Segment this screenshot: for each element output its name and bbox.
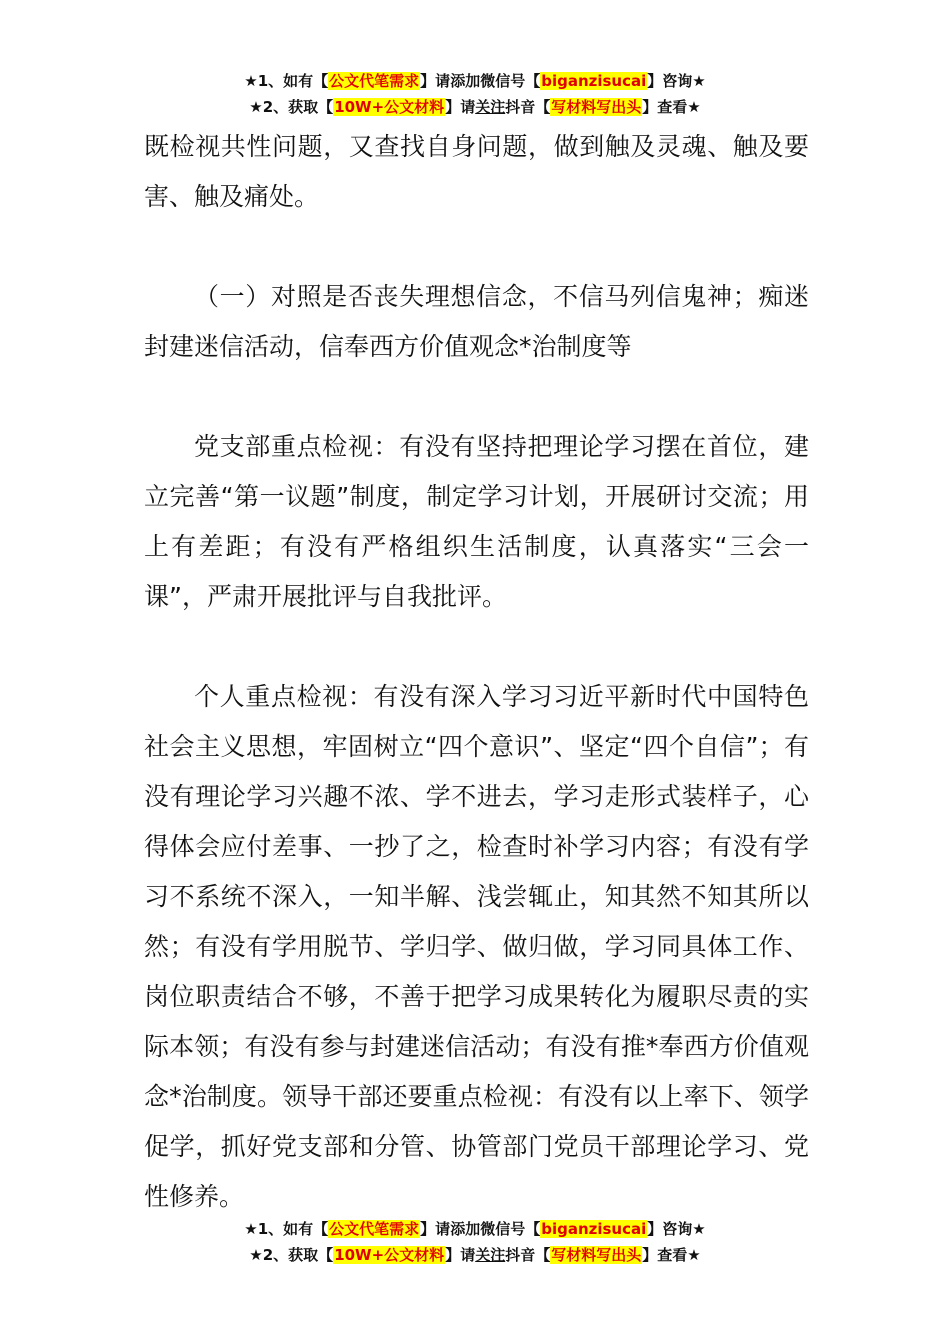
banner-text: 抖音【 [505,1246,551,1264]
wechat-id: biganzisucai [541,1220,647,1238]
banner-text: 】请 [420,1220,451,1238]
banner-text: 微信号【 [480,72,541,90]
banner-text: 】查看★ [642,98,701,116]
highlight-text: 公文代笔需求 [329,72,420,90]
banner-text: 】咨询★ [647,72,706,90]
douyin-account: 写材料写出头 [551,1246,642,1264]
footer-banner [0,1216,950,1268]
banner-text: 】请 [445,98,476,116]
banner-text: 】查看★ [642,1246,701,1264]
highlight-text: 10W+公文材料 [334,98,445,116]
banner-text: ★2、获取【 [249,1246,334,1264]
banner-line-1 [0,1216,950,1242]
highlight-text: 10W+公文材料 [334,1246,445,1264]
section-heading: （一）对照是否丧失理想信念，不信马列信鬼神；痴迷封建迷信活动，信奉西方价值观念*治制度等 [144,282,809,361]
emphasis-text: 关注 [475,98,506,116]
emphasis-text: 添加 [450,1220,481,1238]
paragraph-continuation: 既检视共性问题，又查找自身问题，做到触及灵魂、触及要害、触及痛处。 [144,132,809,211]
header-banner [0,68,950,120]
banner-text: ★2、获取【 [249,98,334,116]
emphasis-text: 关注 [475,1246,506,1264]
banner-text: ★1、如有【 [244,72,329,90]
banner-text: 】请 [420,72,451,90]
banner-line-2 [0,1242,950,1268]
paragraph-individual: 个人重点检视：有没有深入学习习近平新时代中国特色社会主义思想，牢固树立“四个意识”、坚定“四个自信”；有没有理论学习兴趣不浓、学不进去，学习走形式装样子，心得体会应付差事、一抄了之，检查时补学习内容；有没有学习不系统不深入，一知半解、浅尝辄止，知其然不知其所以然；有没有学用脱节、学归学、做归做，学习同具体工作、岗位职责结合不够，不善于把学习成果转化为履职尽责的实际本领；有没有参与封建迷信活动；有没有推*奉西方价值观念*治制度。领导干部还要重点检视：有没有以上率下、领学促学，抓好党支部和分管、协管部门党员干部理论学习、党性修养。 [144,682,809,1211]
highlight-text: 公文代笔需求 [329,1220,420,1238]
banner-text: 抖音【 [505,98,551,116]
banner-text: 】咨询★ [647,1220,706,1238]
banner-text: 】请 [445,1246,476,1264]
wechat-id: biganzisucai [541,72,647,90]
douyin-account: 写材料写出头 [551,98,642,116]
document-body [144,122,809,1222]
banner-line-1 [0,68,950,94]
paragraph-party-branch: 党支部重点检视：有没有坚持把理论学习摆在首位，建立完善“第一议题”制度，制定学习计划，开展研讨交流；用上有差距；有没有严格组织生活制度，认真落实“三会一课”，严肃开展批评与自我批评。 [144,432,809,611]
banner-text: ★1、如有【 [244,1220,329,1238]
emphasis-text: 添加 [450,72,481,90]
banner-line-2 [0,94,950,120]
banner-text: 微信号【 [480,1220,541,1238]
